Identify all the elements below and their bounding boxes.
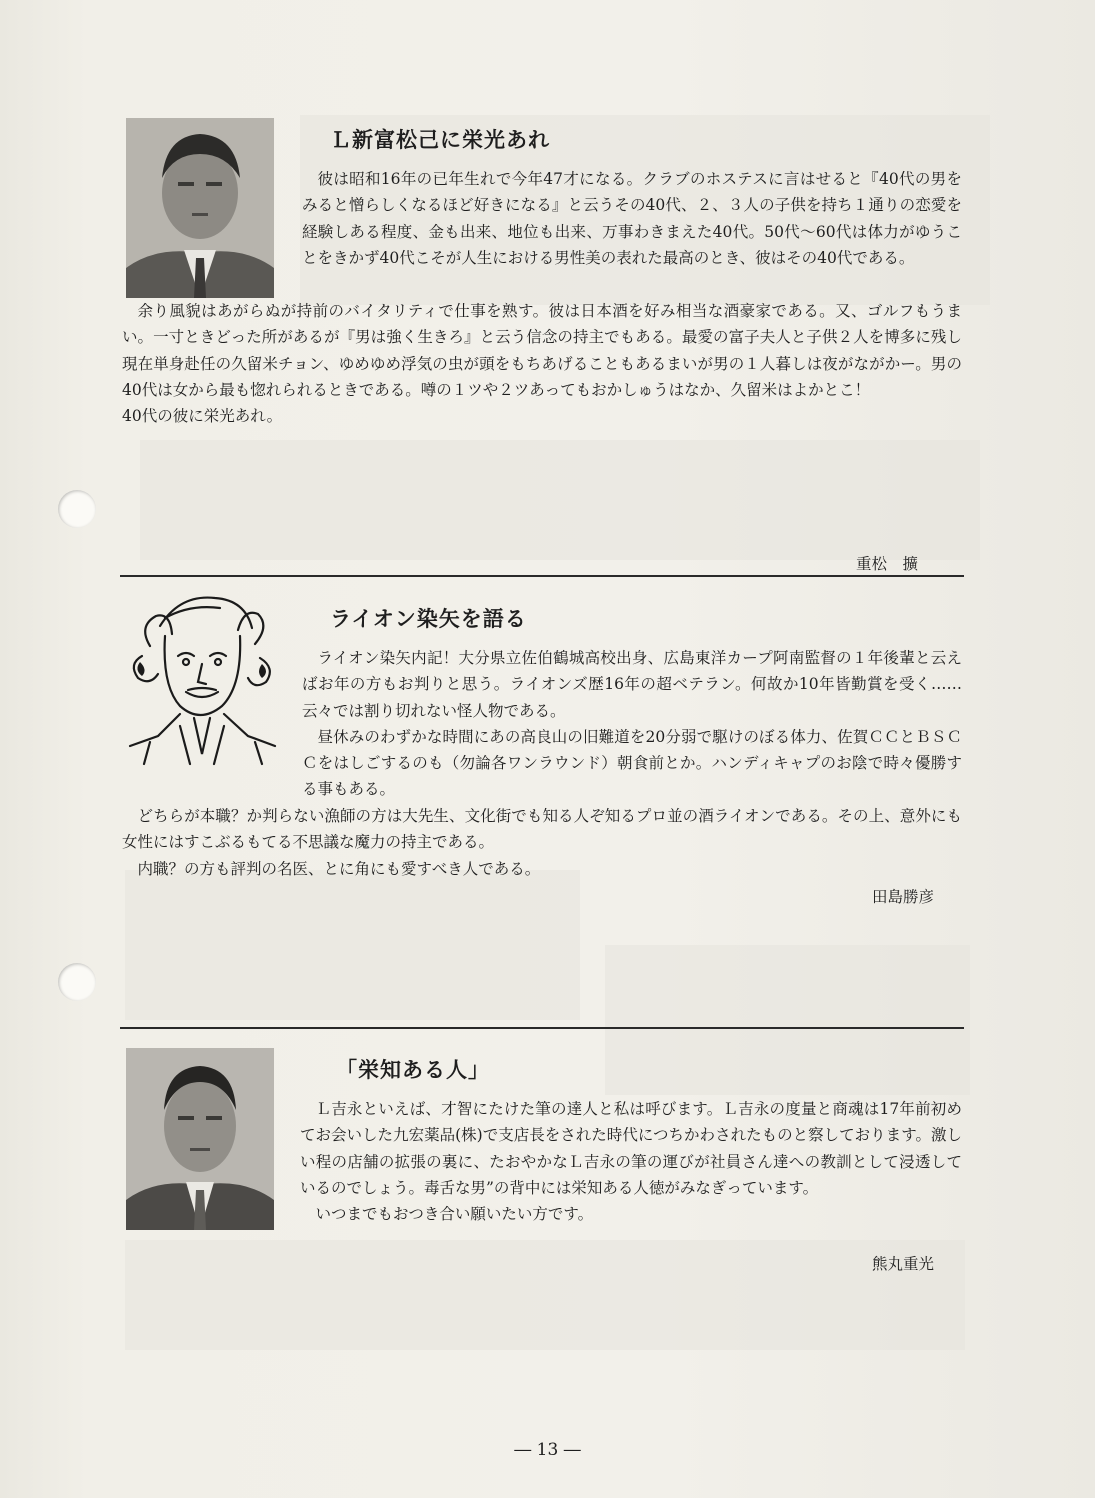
section-divider bbox=[120, 1027, 964, 1029]
article-body bbox=[122, 803, 962, 882]
portrait-photo bbox=[126, 118, 274, 298]
bleed-through-block bbox=[125, 1240, 965, 1350]
caricature-illustration bbox=[120, 586, 285, 766]
portrait-photo bbox=[126, 1048, 274, 1230]
article-paragraph: 内職？の方も評判の名医、とに角にも愛すべき人である。 bbox=[137, 859, 541, 878]
page-number: ― 13 ― bbox=[514, 1440, 581, 1460]
article-paragraph: 彼は昭和16年の已年生れで今年47才になる。クラブのホステスに言はせると『40代の男をみると憎らしくなるほど好きになる』と云うその40代、２、３人の子供を持ち１通りの恋愛を経験しある程度、金も出来、地位も出来、万事わきまえた40代。50代～60代は体力がゆうことをきかず40代こそが人生における男性美の表れた最高のとき、彼はその40代である。 bbox=[302, 170, 962, 267]
article-paragraph: ライオン染矢内記！大分県立佐伯鶴城高校出身、広島東洋カープ阿南監督の１年後輩と云えばお年の方もお判りと思う。ライオンズ歴16年の超ベテラン。何故か10年皆勤賞を受く……云々では割り切れない怪人物である。 bbox=[302, 649, 962, 720]
article-paragraph: 昼休みのわずかな時間にあの高良山の旧難道を20分弱で駆けのぼる体力、佐賀ＣＣとＢＳＣＣをはしごするのも（勿論各ワンラウンド）朝食前とか。ハンディキャプのお陰で時々優勝する事もある。 bbox=[302, 727, 962, 799]
article-paragraph: 余り風貌はあがらぬが持前のバイタリティで仕事を熟す。彼は日本酒を好み相当な酒豪家である。又、ゴルフもうまい。一寸ときどった所があるが『男は強く生きろ』と云う信念の持主でもある。最愛の富子夫人と子供２人を博多に残し現在単身赴任の久留米チョン、ゆめゆめ浮気の虫が頭をもちあげることもあるまいが男の１人暮しは夜がながかー。男の40代は女から最も惚れられるときである。噂の１ツや２ツあってもおかしゅうはなか、久留米はよかとこ！ bbox=[122, 302, 962, 399]
bleed-through-block bbox=[605, 945, 970, 1095]
binder-hole bbox=[58, 963, 96, 1001]
article-title: Ｌ新富松己に栄光あれ bbox=[330, 128, 550, 152]
article-body bbox=[302, 166, 962, 271]
bleed-through-block bbox=[140, 440, 980, 560]
article-paragraph: いつまでもおつき合い願いたい方です。 bbox=[315, 1205, 594, 1224]
binder-hole bbox=[58, 490, 96, 528]
article-body bbox=[300, 1096, 962, 1227]
bleed-through-block bbox=[125, 870, 580, 1020]
article-paragraph: 40代の彼に栄光あれ。 bbox=[122, 407, 283, 426]
article-body bbox=[122, 298, 962, 429]
article-author: 熊丸重光 bbox=[872, 1255, 935, 1273]
article-author: 重松 擴 bbox=[856, 555, 919, 573]
article-body bbox=[302, 645, 962, 803]
article-paragraph: Ｌ吉永といえば、才智にたけた筆の達人と私は呼びます。Ｌ吉永の度量と商魂は17年前初めてお会いした九宏薬品(株)で支店長をされた時代につちかわされたものと察しております。激しい程の店舗の拡張の裏に、たおやかなＬ吉永の筆の運びが社員さん達への教訓として浸透しているのでしょう。毒舌な男”の背中には栄知ある人徳がみなぎっています。 bbox=[300, 1100, 962, 1197]
article-title: ライオン染矢を語る bbox=[330, 607, 527, 631]
article-title: 「栄知ある人」 bbox=[336, 1058, 490, 1082]
article-paragraph: どちらが本職？か判らない漁師の方は大先生、文化街でも知る人ぞ知るプロ並の酒ライオンである。その上、意外にも女性にはすこぶるもてる不思議な魔力の持主である。 bbox=[122, 807, 962, 852]
article-author: 田島勝彦 bbox=[872, 888, 935, 906]
section-divider bbox=[120, 575, 964, 577]
